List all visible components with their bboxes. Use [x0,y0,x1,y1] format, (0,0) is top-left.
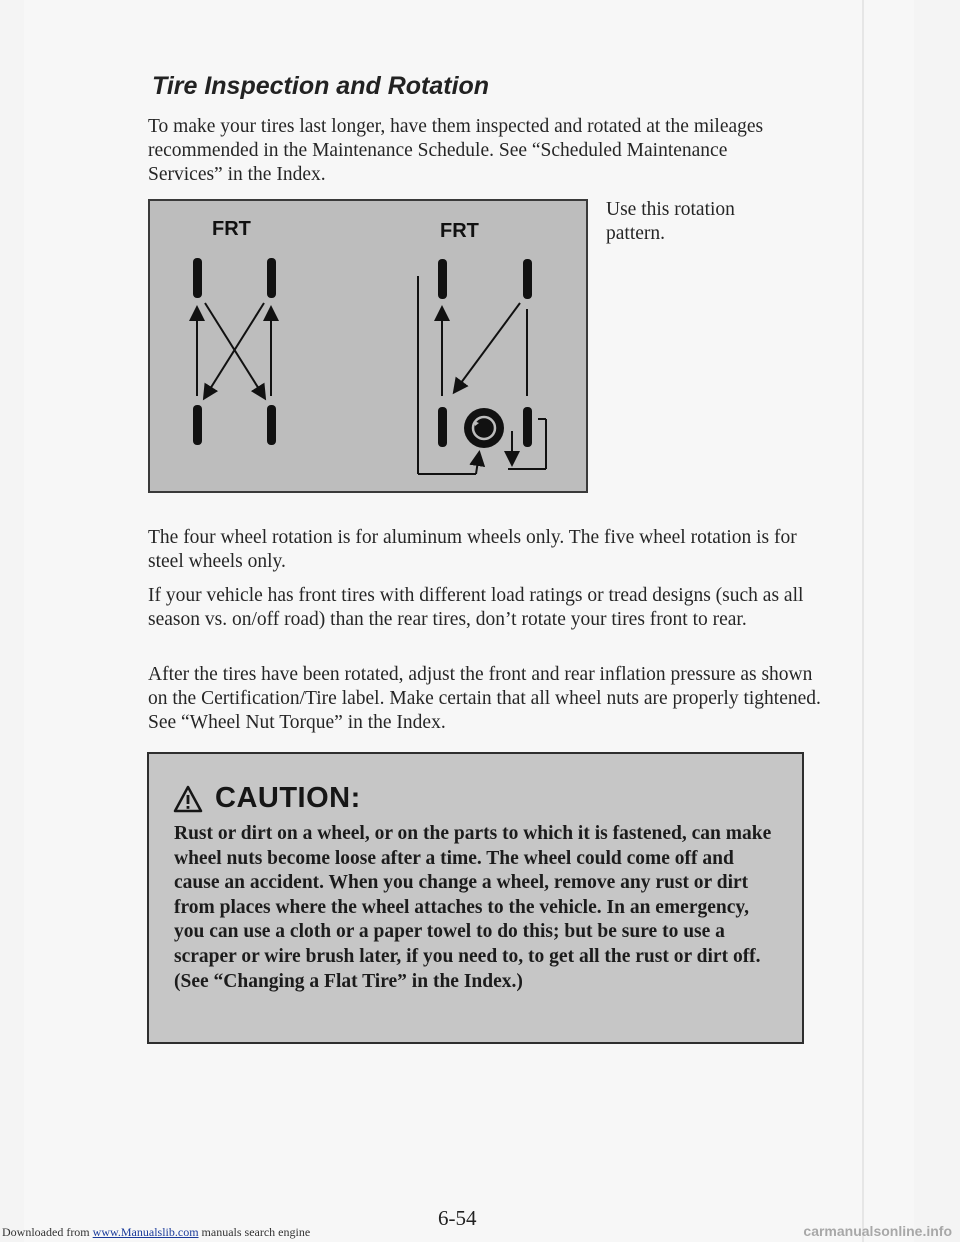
paragraph-inflation: After the tires have been rotated, adjust the front and rear inflation pressure as shown on the Certification/Tire label. Make certain that all wheel nuts are properly tightened. See “Wheel Nut Torque” in the Index. [148,664,821,733]
rotation-diagram-svg [150,201,586,491]
caution-box [147,752,804,1044]
footer-prefix: Downloaded from [2,1225,93,1239]
arrow-diagonal [455,303,520,391]
rotation-diagram [148,199,588,493]
manualslib-link[interactable]: www.Manualslib.com [92,1225,199,1239]
left-frt-label: FRT [212,218,251,240]
caution-header [173,782,361,815]
tire-left-front-left [193,258,202,298]
figure-caption: Use this rotation pattern. [606,199,735,244]
tire-right-front-left [438,259,447,299]
footer-source [2,1225,310,1240]
footer [0,1222,960,1242]
tire-right-rear-right [523,407,532,447]
tire-right-rear-left [438,407,447,447]
footer-suffix: manuals search engine [198,1225,311,1239]
paragraph-load-ratings: If your vehicle has front tires with different load ratings or tread designs (such as all season vs. on/off road) than the rear tires, don’t rotate your tires front to rear. [148,585,804,630]
page-edge [862,0,864,1242]
tire-left-rear-left [193,405,202,445]
warning-triangle-icon [173,785,203,813]
paragraph-wheel-rotation: The four wheel rotation is for aluminum wheels only. The five wheel rotation is for steel wheels only. [148,527,797,572]
caution-text: Rust or dirt on a wheel, or on the parts to which it is fastened, can make wheel nuts become loose after a time. The wheel could come off and cause an accident. When you change a wheel, remove any rust or dirt from places where the wheel attaches to the vehicle. In an emergency, you can use a cloth or a paper towel to do this; but be sure to use a scraper or wire brush later, if you need to, to get all the rust or dirt off. (See “Changing a Flat Tire” in the Index.) [174,823,772,992]
caution-title: CAUTION: [215,782,361,814]
arrow-to-spare [476,454,479,474]
tire-right-front-right [523,259,532,299]
page-number: 6-54 [438,1206,477,1230]
section-title: Tire Inspection and Rotation [152,72,490,100]
watermark: carmanualsonline.info [803,1223,952,1239]
tire-left-rear-right [267,405,276,445]
right-frt-label: FRT [440,220,479,242]
tire-left-front-right [267,258,276,298]
intro-paragraph: To make your tires last longer, have them inspected and rotated at the mileages recommended in the Maintenance Schedule. See “Scheduled Maintenance Services” in the Index. [148,116,764,185]
spare-tire-icon [464,408,504,448]
